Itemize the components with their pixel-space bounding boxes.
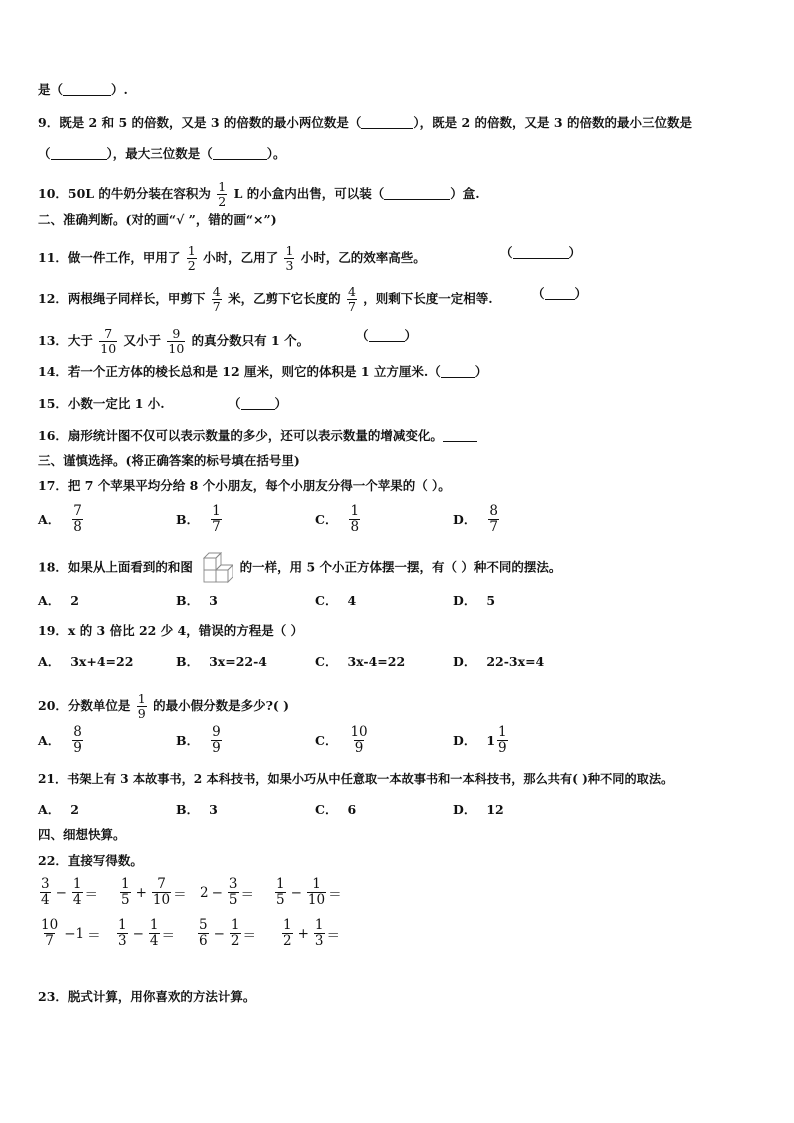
option-c[interactable]: C． 4 — [315, 593, 357, 608]
answer-paren[interactable]: （ ） — [500, 245, 582, 260]
option-c[interactable]: C． 6 — [315, 802, 357, 817]
section-4-heading: 四、细想快算。 — [38, 827, 126, 842]
answer-blank[interactable] — [63, 83, 111, 96]
cube-view-figure — [199, 552, 233, 584]
fraction: $\frac{7}{8}$ — [73, 503, 82, 535]
calc-item: $\frac{1}{2}$ + $\frac{1}{3}$ ＝ — [283, 917, 340, 949]
calc-item: $\frac{1}{3}$ − $\frac{1}{4}$ ＝ — [118, 917, 175, 949]
calc-item: $\frac{3}{4}$ − $\frac{1}{4}$ ＝ — [41, 876, 98, 908]
calc-item: $\frac{1}{5}$ − $\frac{1}{10}$ ＝ — [276, 876, 342, 908]
answer-blank[interactable] — [213, 147, 267, 160]
calc-item: $\frac{10}{7}$ −1 ＝ — [41, 917, 101, 949]
q8-tail: 是（ ）. — [38, 82, 128, 97]
fraction: $\frac{4}{7}$ — [347, 284, 356, 314]
calc-item: $\frac{5}{6}$ − $\frac{1}{2}$ ＝ — [199, 917, 256, 949]
fraction: $\frac{9}{10}$ — [168, 326, 185, 356]
option-a[interactable]: A． $\frac{7}{8}$ — [38, 503, 82, 535]
option-c[interactable]: C． $\frac{1}{8}$ — [315, 503, 360, 535]
option-b[interactable]: B． 3 — [176, 593, 218, 608]
fraction: $\frac{1}{8}$ — [350, 503, 360, 535]
answer-paren[interactable]: （ ） — [532, 286, 588, 301]
answer-blank[interactable] — [361, 116, 413, 129]
option-c[interactable]: C． $\frac{10}{9}$ — [315, 724, 368, 756]
fraction: $\frac{1}{2}$ — [218, 179, 227, 209]
fraction: $\frac{1}{9}$ — [498, 724, 507, 756]
option-a[interactable]: A． $\frac{8}{9}$ — [38, 724, 82, 756]
option-a[interactable]: A． 2 — [38, 802, 79, 817]
question-21: 21．书架上有 3 本故事书，2 本科技书，如果小巧从中任意取一本故事书和一本科技书，那么共有( )种不同的取法。 — [38, 772, 674, 786]
question-16: 16．扇形统计图不仅可以表示数量的多少，还可以表示数量的增减变化。 — [38, 428, 477, 444]
option-a[interactable]: A． 2 — [38, 593, 79, 608]
fraction: $\frac{8}{9}$ — [73, 724, 82, 756]
question-20: 20．分数单位是 $\frac{1}{9}$ 的最小假分数是多少?( ) — [38, 691, 290, 721]
fraction: $\frac{10}{9}$ — [350, 724, 368, 756]
fraction: $\frac{1}{9}$ — [137, 691, 146, 721]
question-14: 14．若一个正方体的棱长总和是 12 厘米，则它的体积是 1 立方厘米.（ ） — [38, 364, 488, 379]
option-b[interactable]: B． 3 — [176, 802, 218, 817]
fraction: $\frac{1}{3}$ — [285, 243, 294, 273]
fraction: $\frac{8}{7}$ — [489, 503, 498, 535]
fraction: $\frac{1}{2}$ — [187, 243, 196, 273]
option-a[interactable]: A． 3x+4=22 — [38, 654, 134, 669]
question-10: 10．50L 的牛奶分装在容积为 $\frac{1}{2}$ L 的小盒内出售，可以装（ ）盒. — [38, 179, 480, 209]
question-17: 17．把 7 个苹果平均分给 8 个小朋友，每个小朋友分得一个苹果的（ ）。 — [38, 478, 451, 493]
question-19: 19．x 的 3 倍比 22 少 4，错误的方程是（ ） — [38, 623, 304, 638]
question-18: 18．如果从上面看到的和图 的一样，用 5 个小正方体摆一摆，有（ ）种不同的摆法。 — [38, 552, 561, 584]
question-15: 15．小数一定比 1 小. — [38, 396, 165, 411]
option-d[interactable]: D． 12 — [453, 802, 504, 817]
answer-blank[interactable] — [443, 429, 477, 442]
option-d[interactable]: D． 22-3x=4 — [453, 654, 545, 669]
option-d[interactable]: D． $\frac{8}{7}$ — [453, 503, 498, 535]
section-2-heading: 二、准确判断。(对的画“√ ”，错的画“×”) — [38, 212, 277, 227]
option-d[interactable]: D． 5 — [453, 593, 496, 608]
answer-paren[interactable]: （ ） — [356, 328, 418, 343]
answer-paren[interactable]: （ ） — [228, 396, 288, 411]
option-d[interactable]: D． 1 $\frac{1}{9}$ — [453, 724, 507, 756]
answer-blank[interactable] — [51, 147, 107, 160]
section-3-heading: 三、谨慎选择。(将正确答案的标号填在括号里) — [38, 453, 300, 468]
option-b[interactable]: B． 3x=22-4 — [176, 654, 267, 669]
calc-item: 2 − $\frac{3}{5}$ ＝ — [200, 876, 254, 908]
fraction: $\frac{7}{10}$ — [100, 326, 117, 356]
question-13: 13．大于 $\frac{7}{10}$ 又小于 $\frac{9}{10}$ 的真分数只有 1 个。 — [38, 326, 310, 356]
fraction: $\frac{4}{7}$ — [212, 284, 221, 314]
fraction: $\frac{9}{9}$ — [212, 724, 221, 756]
calc-item: $\frac{1}{5}$ + $\frac{7}{10}$ ＝ — [121, 876, 187, 908]
option-c[interactable]: C． 3x-4=22 — [315, 654, 406, 669]
question-9: 9．既是 2 和 5 的倍数，又是 3 的倍数的最小两位数是（ ），既是 2 的倍数，又是 3 的倍数的最小三位数是 — [38, 115, 692, 130]
question-11: 11．做一件工作，甲用了 $\frac{1}{2}$ 小时，乙用了 $\frac{1}{3}$ 小时，乙的效率高些。 — [38, 243, 426, 273]
option-b[interactable]: B． $\frac{1}{7}$ — [176, 503, 221, 535]
answer-blank[interactable] — [384, 187, 450, 200]
question-12: 12．两根绳子同样长，甲剪下 $\frac{4}{7}$ 米，乙剪下它长度的 $\frac{4}{7}$ ，则剩下长度一定相等. — [38, 284, 493, 314]
fraction: $\frac{1}{7}$ — [212, 503, 221, 535]
question-22: 22．直接写得数。 — [38, 853, 143, 868]
question-23: 23．脱式计算，用你喜欢的方法计算。 — [38, 989, 256, 1004]
answer-blank[interactable] — [441, 365, 475, 378]
question-9-cont: （ ），最大三位数是（ ）。 — [38, 146, 286, 161]
option-b[interactable]: B． $\frac{9}{9}$ — [176, 724, 221, 756]
